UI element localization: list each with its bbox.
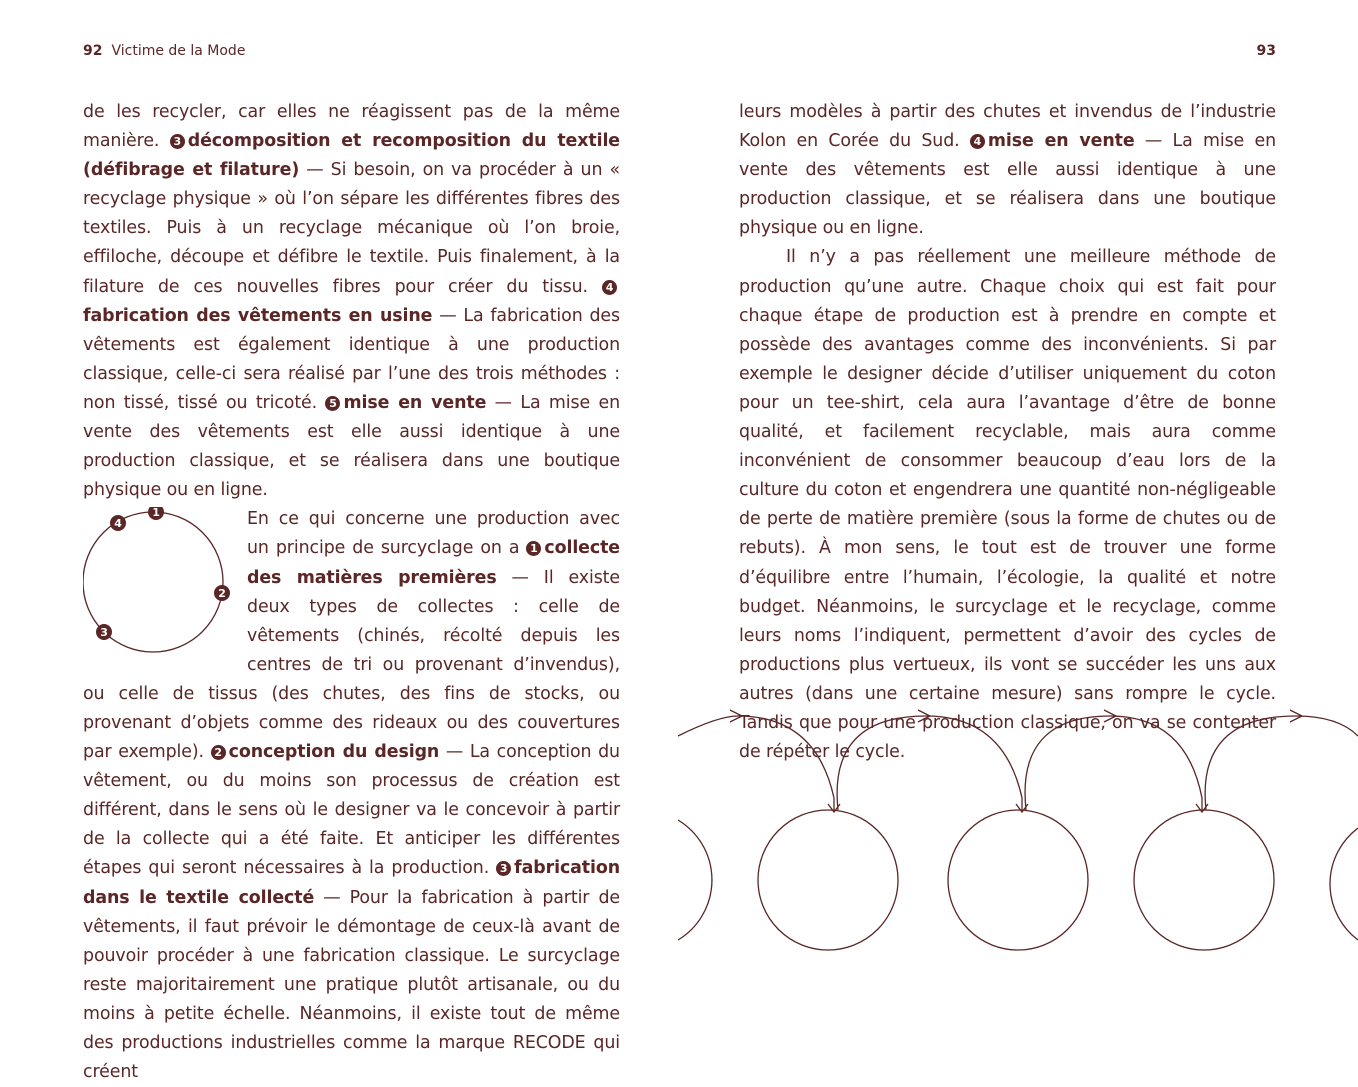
lower-circle-3 <box>1134 810 1274 950</box>
paragraph <box>83 98 620 505</box>
left-page-body <box>83 98 620 1087</box>
step-keyword: mise en vente <box>343 392 487 413</box>
body-text: — Pour la fabrication à partir de vêtements, il faut prévoir le démontage de ceux-là avant de pouvoir procéder à une fabrication classique. Le surcyclage reste majoritairement une pratique plutôt artisanale, ou du moins à petite échelle. Néanmoins, il existe tout de même des productions industrielles comme la marque RECODE qui créent <box>83 887 620 1083</box>
running-title: Victime de la Mode <box>111 43 246 59</box>
body-text: de les recycler, car elles ne réagissent pas de la même manière. <box>83 102 620 152</box>
body-text: — Si besoin, on va procéder à un « recyclage physique » où l’on sépare les différentes fibres des textiles. Puis à un recyclage mécanique où l’on broie, effiloche, découpe et défibre le textile. Puis finalement, à la filature de ces nouvelles fibres pour créer du tissu. <box>83 160 620 297</box>
step-keyword: conception du design <box>228 742 440 763</box>
upper-arc-2 <box>837 716 1022 810</box>
step-number-badge: 3 <box>170 134 185 149</box>
step-keyword: fabrication dans le textile collecté <box>83 858 620 908</box>
body-text: — La fabrication des vêtements est également identique à une production classique, celle-ci sera réalisé par l’une des trois méthodes : non tissé, tissé ou tricoté. <box>83 305 620 413</box>
upper-arc-1 <box>678 716 834 810</box>
step-keyword: fabrication des vêtements en usine <box>83 305 433 326</box>
step-keyword: mise en vente <box>987 131 1135 152</box>
body-text: — La conception du vêtement, ou du moins son processus de création est différent, dans le sens où le designer va le concevoir à partir de la collecte qui a été faite. Et anticiper les différentes étapes qui seront nécessaires à la production. <box>83 742 620 879</box>
body-text: leurs modèles à partir des chutes et invendus de l’industrie Kolon en Corée du Sud. <box>739 102 1276 152</box>
paragraph <box>83 505 620 1087</box>
step-keyword: collecte des matières premières <box>247 538 620 588</box>
right-page-number: 93 <box>1256 43 1276 59</box>
upper-arc-3 <box>1025 716 1202 810</box>
upper-arc-4 <box>1205 716 1358 810</box>
spiral-cycle-illustration <box>678 700 1358 960</box>
step-number-badge: 4 <box>602 280 617 295</box>
lower-circle-0 <box>678 820 712 940</box>
step-number-badge: 5 <box>325 396 340 411</box>
cycle-diagram <box>83 507 247 669</box>
step-number-badge: 1 <box>526 541 541 556</box>
cycle-label-4: 4 <box>114 517 122 531</box>
left-page-header <box>83 43 245 59</box>
cycle-label-2: 2 <box>218 587 226 601</box>
step-number-badge: 3 <box>496 861 511 876</box>
body-text: — La mise en vente des vêtements est elle aussi identique à une production classique, et se réalisera dans une boutique physique ou en ligne. <box>83 392 620 501</box>
paragraph: Il n’y a pas réellement une meilleure méthode de production qu’une autre. Chaque choix qui est fait pour chaque étape de production est à prendre en compte et possède des avantages comme des inconvénients. Si par exemple le designer décide d’utiliser uniquement du coton pour un tee-shirt, cela aura l’avantage d’être de bonne qualité, et facilement recyclable, mais aura comme inconvénient de consommer beaucoup d’eau lors de la culture du coton et engendrera une quantité non-négligeable de perte de matière première (sous la forme de chutes ou de rebuts). À mon sens, le tout est de trouver une forme d’équilibre entre l’humain, l’écologie, la qualité et notre budget. Néanmoins, le surcyclage et le recyclage, comme leurs noms l’indiquent, permettent d’avoir des cycles de productions plus vertueux, ils vont se succéder les uns aux autres (dans une certaine mesure) sans rompre le cycle. Tandis que pour une production classique, on va se contenter de répéter le cycle. <box>739 247 1276 763</box>
body-text: — La mise en vente des vêtements est elle aussi identique à une production classique, et se réalisera dans une boutique physique ou en ligne. <box>739 131 1276 239</box>
cycle-label-3: 3 <box>100 626 108 640</box>
cycle-label-1: 1 <box>152 507 160 520</box>
body-text: — Il existe deux types de collectes : celle de vêtements (chinés, récolté depuis les centres de tri ou provenant d’invendus), ou celle de tissus (des chutes, des fins de stocks, ou provenant d’objets comme des rideaux ou des couvertures par exemple). <box>83 567 620 763</box>
step-number-badge: 2 <box>211 745 226 760</box>
right-page-body <box>739 98 1276 767</box>
paragraph <box>739 98 1276 243</box>
body-text: En ce qui concerne une production avec un principe de surcyclage on a <box>247 509 620 559</box>
step-number-badge: 4 <box>970 134 985 149</box>
step-keyword: décomposition et recomposition du textile (défibrage et filature) <box>83 131 621 181</box>
lower-circle-4 <box>1330 828 1358 940</box>
left-page-number: 92 <box>83 43 103 59</box>
lower-circle-2 <box>948 810 1088 950</box>
lower-circle-1 <box>758 810 898 950</box>
